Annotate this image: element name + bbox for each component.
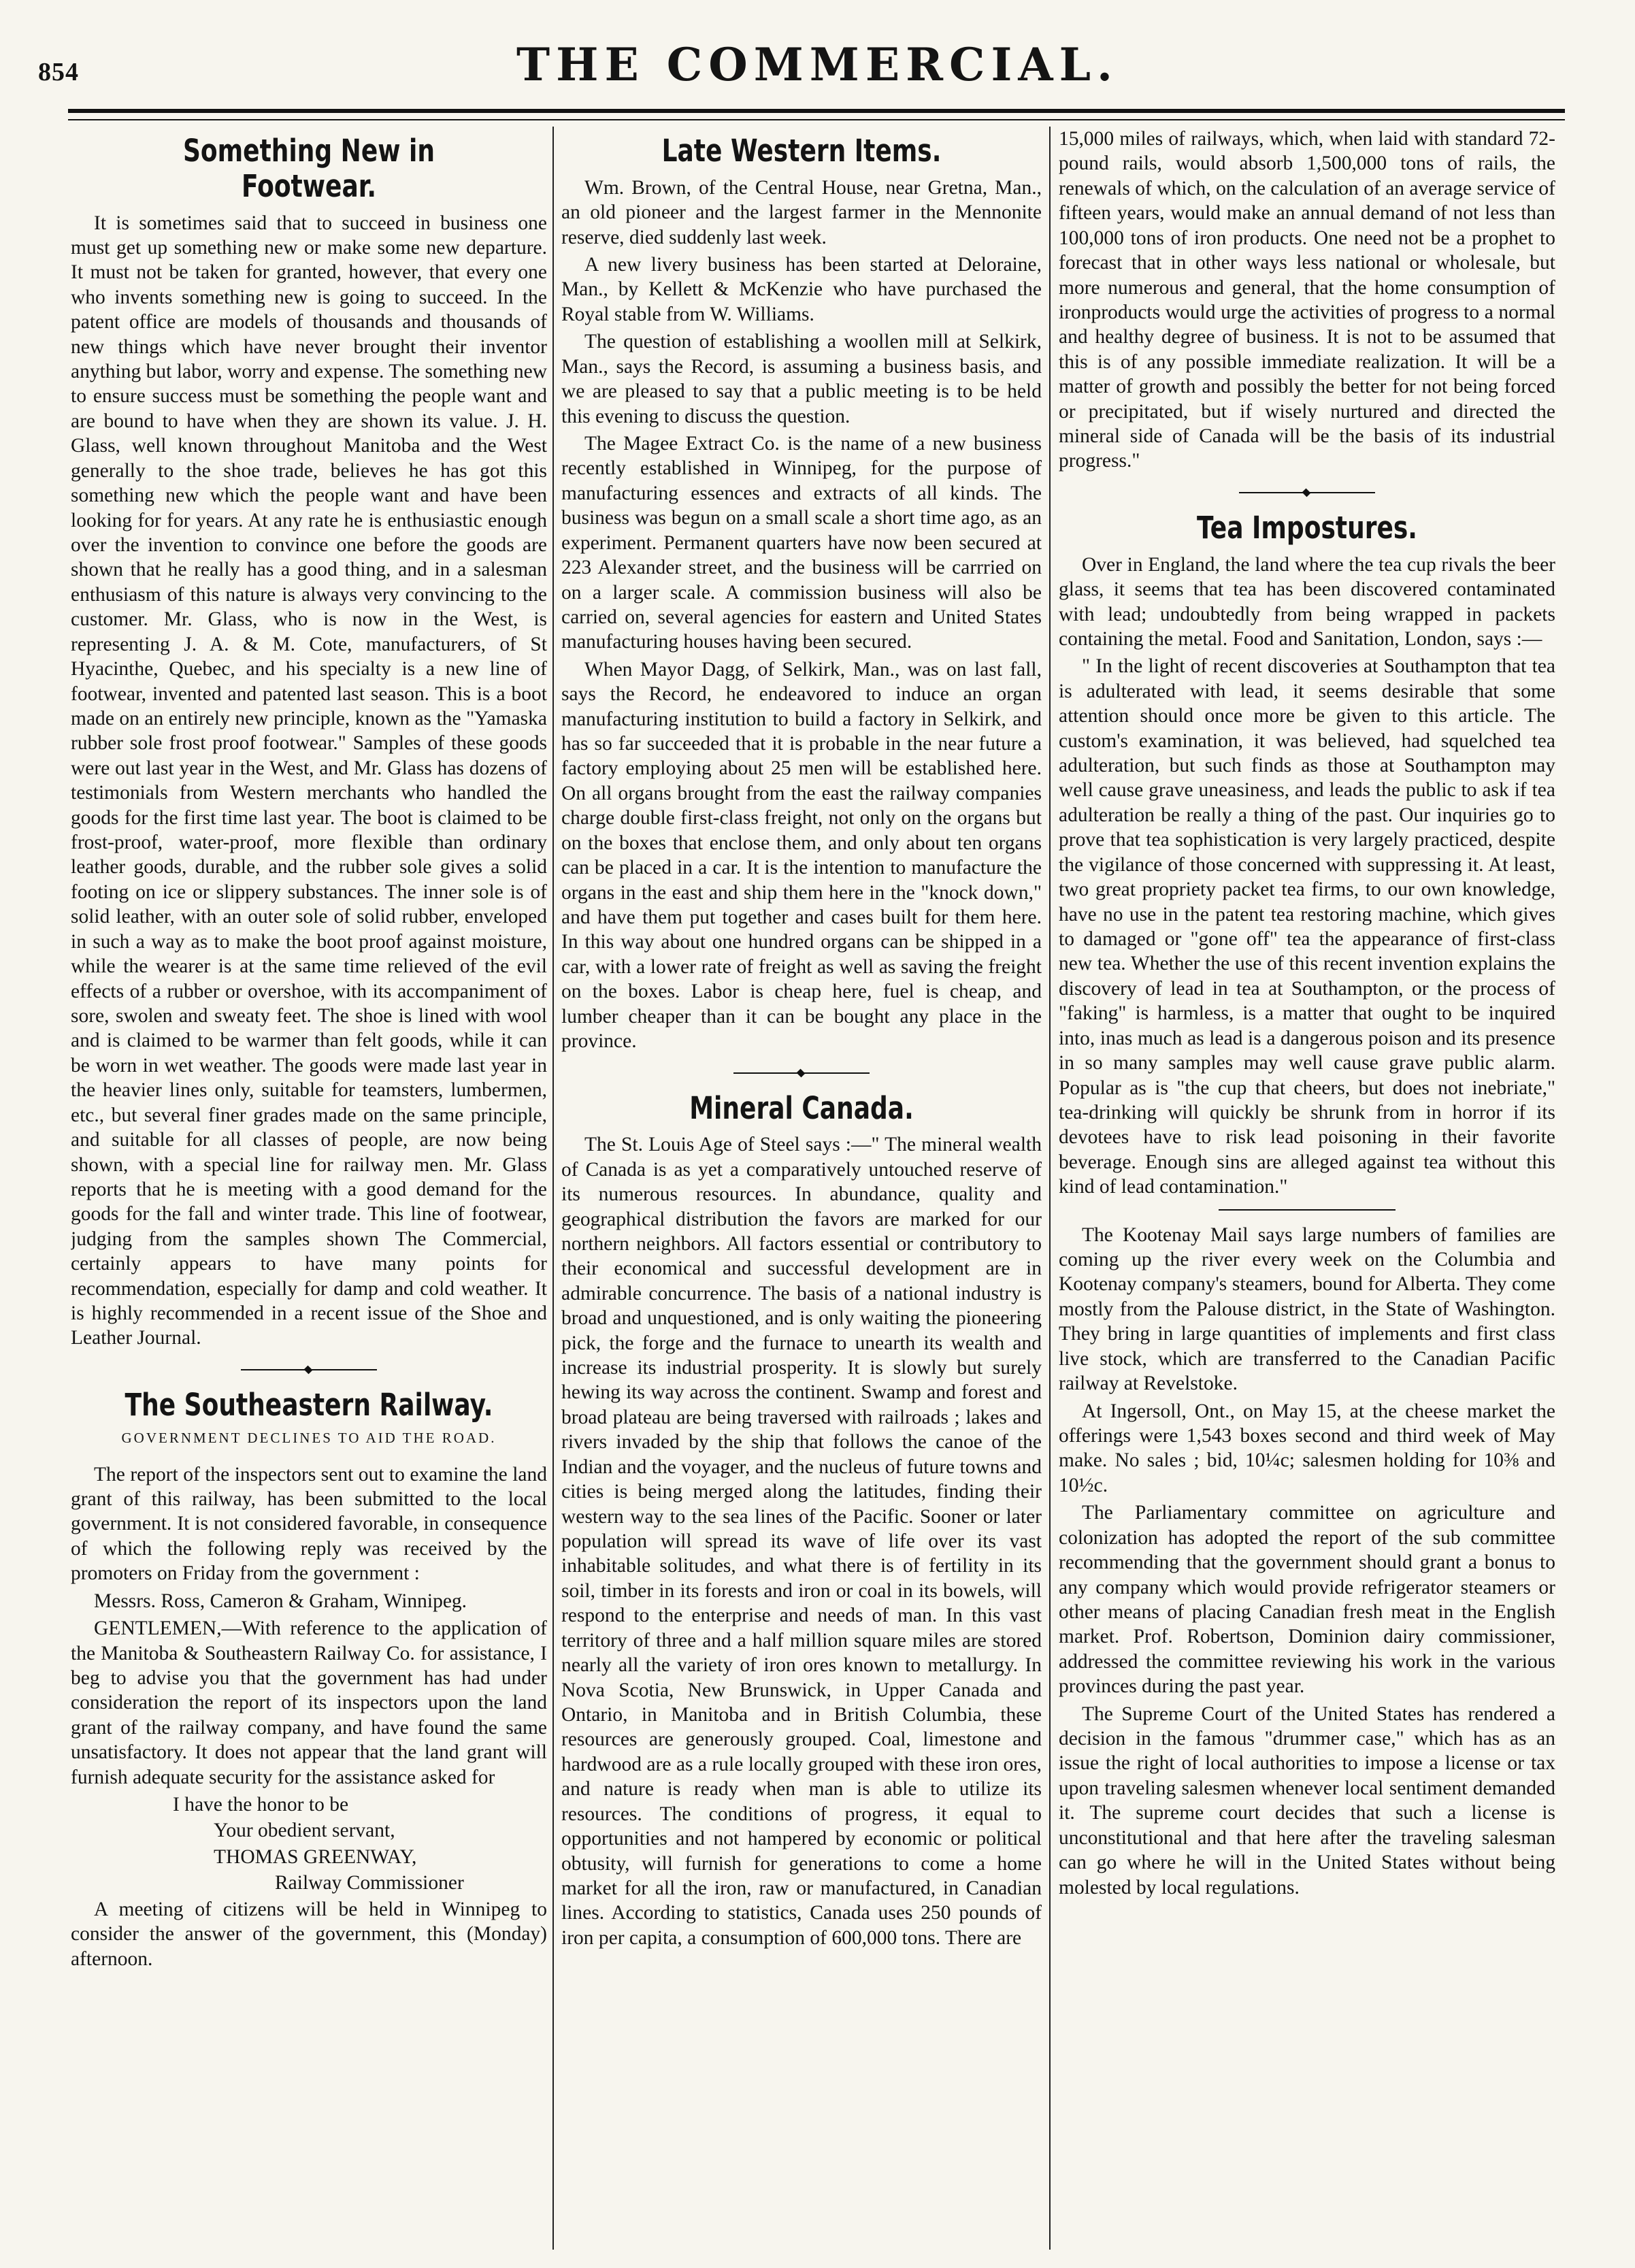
- article-paragraph: The Kootenay Mail says large numbers of families are coming up the river every week on the Columbia and Kootenay company's steamers, bound for Alberta. They come mostly from the Palouse district, in the State of Washington. They bring in large quantities of implements and first class live stock, which are transferred to the Canadian Pacific railway at Revelstoke.: [1059, 1223, 1555, 1395]
- article-paragraph: The report of the inspectors sent out to examine the land grant of this railway, has been submitted to the local government. It is not considered favorable, in consequence of which the following reply was received by the promoters on Friday from the government :: [71, 1463, 547, 1585]
- letter-signature: THOMAS GREENWAY,: [214, 1845, 417, 1868]
- article-paragraph: It is sometimes said that to succeed in business one must get up something new or make some new departure. It must not be taken for granted, however, that every one who invents something new is going to succeed. In the patent office are models of thousands and thousands of new things which have never brought their inventor anything but labor, worry and expense. The something new to ensure success must be something the people want and are bound to have when they are shown its value. J. H. Glass, well known throughout Manitoba and the West generally to the shoe trade, believes he has got this something new which the people want and have been looking for for years. At any rate he is enthusiastic enough over the invention to convince one before the goods are shown that he really has a good thing, and in a salesman enthusiasm of this nature is always very convincing to the customer. Mr. Glass, who is now in the West, is representing J. A. & M. Cote, manufacturers, of St Hyacinthe, Quebec, and his specialty is a new line of footwear, invented and patented last season. This is a boot made on an entirely new principle, known as the "Yamaska rubber sole frost proof footwear." Samples of these goods were out last year in the West, and Mr. Glass has dozens of testimonials from Western merchants who handled the goods for the first time last year. The boot is claimed to be frost-proof, water-proof, more flexible than ordinary leather goods, durable, and the rubber sole gives a solid footing on ice or slippery substances. The inner sole is of solid leather, with an outer sole of solid rubber, enveloped in such a way as to make the boot proof against moisture, while the wearer is at the same time relieved of the evil effects of a rubber or overshoe, with its accompaniment of sore, swolen and sweaty feet. The shoe is lined with wool and is claimed to be warmer than felt goods, while it can be worn in wet weather. The goods were made last year in the heavier lines only, suitable for teamsters, lumbermen, etc., but several finer grades made on the same principle, and suitable for all classes of people, are now being shown, with a special line for railway men. Mr. Glass reports that he is meeting with a good demand for the goods for the fall and winter trade. This line of footwear, judging from the samples shown The Commercial, certainly appears to have many points for recommendation, especially for damp and cold weather. It is highly recommended in a recent issue of the Shoe and Leather Journal.: [71, 212, 547, 1349]
- section-divider: [1239, 489, 1375, 497]
- article-paragraph: The Supreme Court of the United States has rendered a decision in the famous "drummer case," which has as an issue the right of local authorities to impose a license or tax upon traveling salesmen whenever local sentiment demanded it. The supreme court decides that such a license is unconstitutional and that here after the traveling salesman can go where he will in the United States without being molested by local regulations.: [1059, 1703, 1555, 1899]
- article-paragraph: 15,000 miles of railways, which, when laid with standard 72-pound rails, would absorb 1,500,000 tons of rails, the renewals of which, on the calculation of an average service of fifteen years, would make an annual demand of not less than 100,000 tons of iron products. One need not be a prophet to forecast that in other ways less national or wholesale, but more numerous and general, that the home consumption of ironproducts would urge the activities of progress to a normal and healthy degree of business. It is not to be assumed that this is of any possible immediate realization. It will be a matter of growth and possibly the better for not being forced or precipitated, but if wisely nurtured and directed the mineral side of Canada will be the basis of its industrial progress.": [1059, 128, 1555, 472]
- article-paragraph: The St. Louis Age of Steel says :—" The mineral wealth of Canada is as yet a comparatively untouched reserve of its numerous resources. In abundance, quality and geographical distribution the favors are marked for our northern neighbors. All factors essential or contributory to their economical and successful development are in admirable concurrence. The basis of a national industry is broad and unquestioned, and is only waiting the pioneering pick, the forge and the furnace to unearth its wealth and increase its industrial prosperity. It is slowly but surely hewing its way across the continent. Swamp and forest and broad plateau are being traversed with railroads ; lakes and rivers invaded by the ship that follows the canoe of the Indian and the voyager, and the nucleus of future towns and cities is being merged along the latitudes, finding their western way to the sea lines of the Pacific. Sooner or later population will spread its wave of life over its vast inhabitable solitudes, and what there is of fertility in its soil, timber in its forests and iron or coal in its bowels, will respond to the enterprise and needs of man. In this vast territory of three and a half million square miles are stored nearly all the variety of iron ores known to metallurgy. In Nova Scotia, New Brunswick, in Upper Canada and Ontario, in Manitoba and in British Columbia, these resources are generously grouped. Coal, limestone and hardwood are as a rule locally grouped with these iron ores, and nature is ready when man is able to utilize its resources. The conditions of progress, it equal to opportunities and not hampered by economic or political obtusity, will furnish for generations to come a home market for all the iron, raw or manufactured, in Canadian lines. According to statistics, Canada uses 250 pounds of iron per capita, a consumption of 600,000 tons. There are: [561, 1134, 1042, 1949]
- column-divider: [1049, 127, 1051, 2250]
- section-divider: [733, 1069, 870, 1077]
- column-right: [1059, 127, 1555, 2250]
- article-heading: Tea Impostures.: [1197, 509, 1417, 546]
- column-divider: [552, 127, 554, 2250]
- article-paragraph: Over in England, the land where the tea cup rivals the beer glass, it seems that tea has been discovered contaminated with lead; undoubtedly from being wrapped in packets containing the metal. Food and Sanitation, London, says :—: [1059, 553, 1555, 650]
- letter-body: GENTLEMEN,—With reference to the application of the Manitoba & Southeastern Railway Co. for assistance, I beg to advise you that the government has had under consideration the report of its inspectors upon the land grant of the railway company, and have found the same unsatisfactory. It does not appear that the land grant will furnish adequate security for the assistance asked for: [71, 1617, 547, 1788]
- masthead: THE COMMERCIAL.: [516, 38, 1119, 91]
- article-paragraph: A meeting of citizens will be held in Winnipeg to consider the answer of the government, this (Monday) afternoon.: [71, 1898, 547, 1970]
- article-paragraph: The Parliamentary committee on agriculture and colonization has adopted the report of the sub committee recommending that the government should grant a bonus to any company which would provide refrigerator steamers or other means of placing Canadian fresh meat in the English market. Prof. Robertson, Dominion dairy commissioner, addressed the committee reviewing his work in the various provinces during the past year.: [1059, 1502, 1555, 1698]
- letter-closing: I have the honor to be: [173, 1794, 349, 1816]
- section-divider: [241, 1366, 377, 1374]
- article-paragraph: At Ingersoll, Ont., on May 15, at the cheese market the offerings were 1,543 boxes second and third week of May make. No sales ; bid, 10¼c; salesmen holding for 10⅜ and 10½c.: [1059, 1400, 1555, 1496]
- article-paragraph: The Magee Extract Co. is the name of a new business recently established in Winnipeg, for the purpose of manufacturing essences and extracts of all kinds. The business was begun on a small scale a short time ago, as an experiment. Permanent quarters have now been secured at 223 Alexander street, and the business will be carrried on on a larger scale. A commission business will also be carried on, several agencies for eastern and United States manufacturing houses having been secured.: [561, 432, 1042, 653]
- article-paragraph: The question of establishing a woollen mill at Selkirk, Man., says the Record, is assuming a business basis, and we are pleased to say that a public meeting is to be held this evening to discuss the question.: [561, 331, 1042, 427]
- letter-address: Messrs. Ross, Cameron & Graham, Winnipeg.: [94, 1590, 467, 1612]
- article-quote: " In the light of recent discoveries at Southampton that tea is adulterated with lead, it seems desirable that some attention should once more be given to this article. The custom's examination, it was believed, had squelched tea adulteration, but such finds as those at Southampton may well cause grave uneasiness, and leads the public to ask if tea adulteration be really a thing of the past. Our inquiries go to prove that tea sophistication is very largely practiced, despite the vigilance of those concerned with suppressing it. At least, two great propriety packet tea firms, to our own knowledge, have no use in the patent tea restoring machine, which gives to damaged or "gone off" tea the appearance of first-class new tea. Whether the use of this recent invention explains the discovery of lead in tea at Southampton, or the process of "faking" is harmless, is a matter that ought to be inquired into, inas much as lead is a dangerous poison and its presence in so many samples may well cause grave public alarm. Popular as is "the cup that cheers, but does not inebriate," tea-drinking will quickly be shrunk from in horror if its devotees have to risk lead poisoning in their favorite beverage. Enough sins are alleged against tea without this kind of lead contamination.": [1059, 655, 1555, 1198]
- article-paragraph: A new livery business has been started at Deloraine, Man., by Kellett & McKenzie who have purchased the Royal stable from W. Williams.: [561, 254, 1042, 325]
- header-rule-thin: [68, 119, 1565, 120]
- letter-signature-title: Railway Commissioner: [275, 1872, 464, 1894]
- column-left: [71, 127, 547, 2250]
- article-heading: Late Western Items.: [661, 133, 942, 169]
- letter-closing: Your obedient servant,: [214, 1820, 395, 1842]
- article-paragraph: Wm. Brown, of the Central House, near Gretna, Man., an old pioneer and the largest farmer in the Mennonite reserve, died suddenly last week.: [561, 176, 1042, 248]
- column-middle: [561, 127, 1042, 2250]
- header-rule: [68, 109, 1565, 113]
- article-heading: Mineral Canada.: [689, 1089, 914, 1126]
- page-number: 854: [38, 58, 79, 86]
- article-subheading: GOVERNMENT DECLINES TO AID THE ROAD.: [121, 1429, 497, 1446]
- section-divider: [1219, 1209, 1395, 1211]
- article-paragraph: When Mayor Dagg, of Selkirk, Man., was on last fall, says the Record, he endeavored to induce an organ manufacturing institution to build a factory in Selkirk, and has so far succeeded that it is probable in the near future a factory employing about 25 men will be established here. On all organs brought from the east the railway companies charge double first-class freight, not only on the organs but on the boxes that enclose them, and only about ten organs can be placed in a car. It is the intention to manufacture the organs in the east and ship them here in the "knock down," and have them put together and cases built for them here. In this way about one hundred organs can be shipped in a car, with a lower rate of freight as well as saving the freight on the boxes. Labor is cheap here, fuel is cheap, and lumber cheaper than it can be bought any place in the province.: [561, 658, 1042, 1053]
- article-heading: Something New in Footwear.: [182, 133, 435, 204]
- article-heading: The Southeastern Railway.: [125, 1386, 493, 1423]
